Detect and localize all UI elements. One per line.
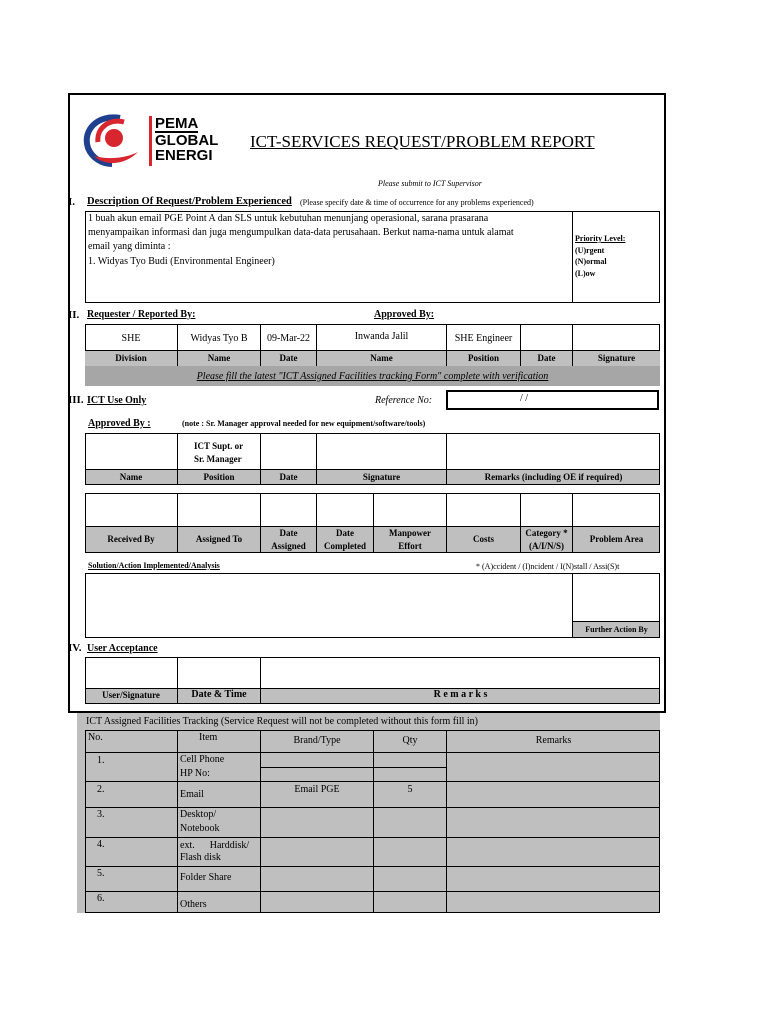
col-problem-area: Problem Area	[589, 534, 644, 544]
priority-urgent: (U)rgent	[575, 246, 605, 255]
row4-item: ext. Harddisk/	[180, 840, 250, 851]
row4-no: 4.	[97, 839, 105, 850]
page-title: ICT-SERVICES REQUEST/PROBLEM REPORT	[250, 132, 595, 151]
col-manpower-2: Effort	[398, 541, 422, 551]
col-name: Name	[207, 353, 231, 363]
row2-brand[interactable]: Email PGE	[294, 784, 340, 795]
row6-no: 6.	[97, 893, 105, 904]
description-line2: menyampaikan informasi dan juga mengumpulkan data-data perusahaan. Berkut nama-nama untuk alamat	[88, 227, 514, 238]
section1-note: (Please specify date & time of occurrence for any problems experienced)	[300, 198, 534, 207]
ict-supt-line1: ICT Supt. or	[194, 441, 244, 451]
description-line1: 1 buah akun email PGE Point A dan SLS untuk kebutuhan menunjang operasional, sarana prasarana	[88, 213, 489, 224]
row2-qty[interactable]: 5	[407, 784, 413, 795]
date-value[interactable]: 09-Mar-22	[266, 333, 311, 344]
fill-note: Please fill the latest "ICT Assigned Facilities tracking Form" complete with verification	[196, 371, 549, 382]
ict-supt-line2: Sr. Manager	[194, 454, 242, 464]
solution-label: Solution/Action Implemented/Analysis	[88, 561, 220, 570]
col-date-completed-1: Date	[336, 528, 354, 538]
row1-item2: HP No:	[180, 768, 210, 779]
col-position: Position	[467, 353, 499, 363]
reference-label: Reference No:	[375, 395, 433, 406]
description-line4: 1. Widyas Tyo Budi (Environmental Engineer)	[88, 256, 275, 267]
row3-no: 3.	[97, 809, 105, 820]
row1-item: Cell Phone	[180, 754, 225, 765]
row5-no: 5.	[97, 868, 105, 879]
col-category-2: (A/I/N/S)	[528, 541, 564, 551]
section2-heading: Requester / Reported By:	[87, 309, 196, 320]
section3-heading: ICT Use Only	[87, 395, 147, 406]
division-value[interactable]: SHE	[121, 333, 141, 344]
logo-divider	[149, 116, 152, 166]
col-date-assigned-1: Date	[279, 528, 298, 538]
col-name2: Name	[370, 353, 393, 363]
ict-approved-by: Approved By :	[88, 418, 151, 429]
tracking-col-item: Item	[199, 732, 218, 743]
row5-item: Folder Share	[180, 872, 232, 883]
section2-number: II.	[68, 309, 80, 321]
reference-value: / /	[520, 393, 529, 404]
tracking-title: ICT Assigned Facilities Tracking (Service Request will not be completed without this form fill in)	[86, 716, 478, 727]
col-date: Date	[279, 353, 298, 363]
col-signature: Signature	[597, 353, 636, 363]
tracking-col-remarks: Remarks	[535, 735, 572, 746]
position-value[interactable]: SHE Engineer	[454, 333, 513, 344]
category-note: * (A)ccident / (I)ncident / I(N)stall / Assi(S)t	[476, 562, 620, 571]
row2-no: 2.	[97, 784, 105, 795]
col-date-assigned-2: Assigned	[271, 541, 306, 551]
row3-item: Desktop/	[180, 809, 217, 820]
approved-heading: Approved By:	[374, 309, 435, 320]
priority-normal: (N)ormal	[575, 257, 607, 266]
name-value[interactable]: Widyas Tyo B	[190, 333, 248, 344]
section1-number: I.	[68, 196, 76, 208]
tracking-col-no: No.	[88, 732, 103, 743]
col-date-completed-2: Completed	[324, 541, 366, 551]
ict-col-position: Position	[203, 472, 235, 482]
col-date2: Date	[537, 353, 556, 363]
row3-item2: Notebook	[180, 823, 220, 834]
col-assigned-to: Assigned To	[195, 534, 243, 544]
section4-heading: User Acceptance	[87, 643, 158, 654]
ict-approved-note: (note : Sr. Manager approval needed for new equipment/software/tools)	[182, 419, 426, 428]
description-divider	[572, 211, 573, 303]
section4-number: IV.	[68, 642, 82, 654]
col-user-signature: User/Signature	[102, 690, 160, 700]
section1-heading: Description Of Request/Problem Experienced	[87, 196, 292, 207]
priority-low: (L)ow	[575, 269, 596, 278]
row6-item: Others	[180, 899, 207, 910]
row4-item2: Flash disk	[180, 852, 221, 863]
logo-text-line3: ENERGI	[155, 147, 213, 164]
section3-number: III.	[68, 394, 84, 406]
ict-col-remarks: Remarks (including OE if required)	[484, 472, 623, 482]
ict-col-signature: Signature	[362, 472, 401, 482]
row2-item: Email	[180, 789, 204, 800]
approver-name-value[interactable]: Inwanda Jalil	[354, 331, 409, 342]
col-received-by: Received By	[107, 534, 155, 544]
col-acceptance-remarks: R e m a r k s	[433, 689, 488, 700]
col-date-time: Date & Time	[191, 689, 247, 700]
description-line3: email yang diminta :	[88, 241, 171, 252]
tracking-col-qty: Qty	[402, 735, 418, 746]
priority-label: Priority Level:	[575, 234, 626, 243]
submit-note: Please submit to ICT Supervisor	[378, 179, 482, 188]
reference-input[interactable]	[446, 390, 659, 410]
row1-no: 1.	[97, 755, 105, 766]
logo-text-line2: GLOBAL	[155, 132, 219, 149]
tracking-col-brand: Brand/Type	[293, 735, 341, 746]
col-division: Division	[115, 353, 147, 363]
logo-text-line1: PEMA	[155, 115, 199, 132]
ict-col-name: Name	[119, 472, 143, 482]
col-category-1: Category *	[525, 528, 568, 538]
further-action-label: Further Action By	[585, 625, 648, 634]
col-costs: Costs	[472, 534, 494, 544]
col-manpower-1: Manpower	[389, 528, 431, 538]
pema-logo-icon	[80, 112, 144, 168]
ict-col-date: Date	[279, 472, 298, 482]
